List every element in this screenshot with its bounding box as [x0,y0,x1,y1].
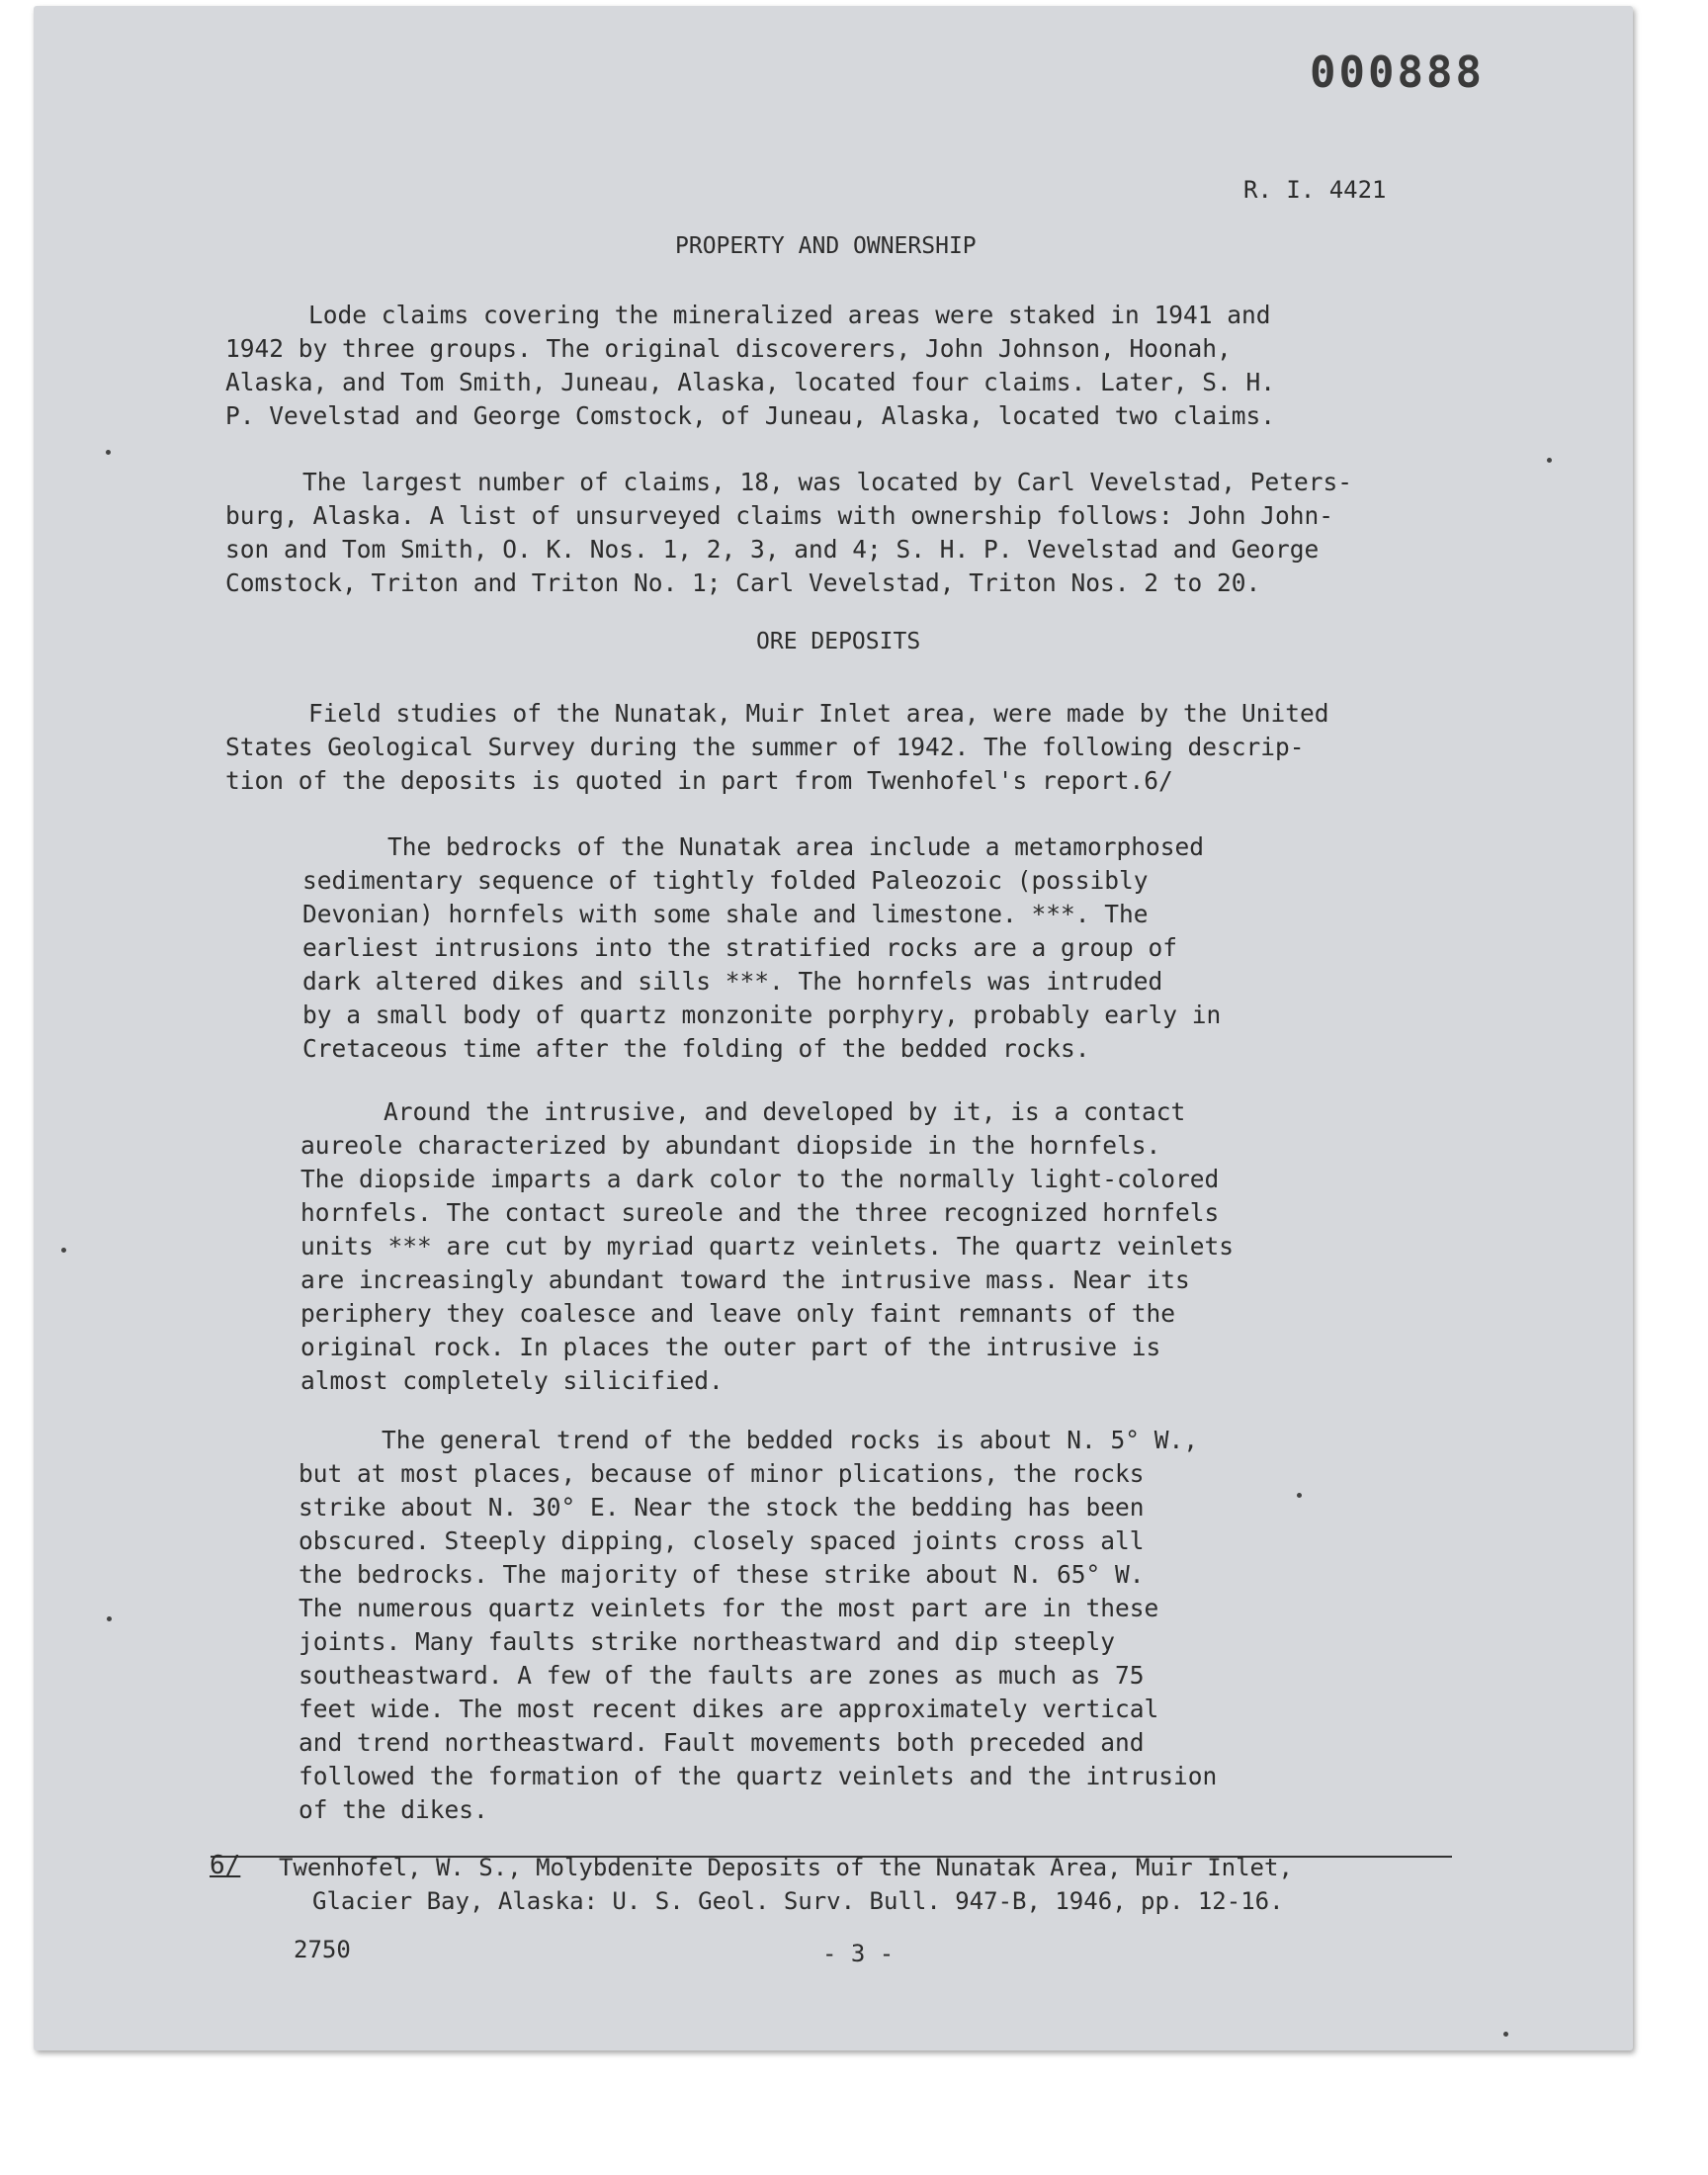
text-line: aureole characterized by abundant diopside in the hornfels. [300,1131,1161,1160]
text-line: original rock. In places the outer part of the intrusive is [300,1333,1161,1361]
paragraph-property-2 [225,466,1352,600]
paragraph-ore-1 [225,697,1329,798]
text-line: the bedrocks. The majority of these strike about N. 65° W. [299,1560,1145,1589]
text-line: Lode claims covering the mineralized areas were staked in 1941 and [308,301,1271,329]
text-line: The general trend of the bedded rocks is about N. 5° W., [382,1426,1199,1454]
text-line: units *** are cut by myriad quartz veinlets. The quartz veinlets [300,1232,1235,1261]
text-line: Cretaceous time after the folding of the bedded rocks. [302,1034,1090,1063]
text-line: Devonian) hornfels with some shale and limestone. ***. The [302,900,1149,928]
text-line: are increasingly abundant toward the intrusive mass. Near its [300,1265,1190,1294]
footnote-line: Twenhofel, W. S., Molybdenite Deposits of the Nunatak Area, Muir Inlet, [279,1854,1293,1881]
scan-speck [106,450,111,455]
text-line: dark altered dikes and sills ***. The hornfels was intruded [302,967,1163,996]
scan-speck [61,1248,66,1253]
text-line: The bedrocks of the Nunatak area include a metamorphosed [387,832,1205,861]
text-line: southeastward. A few of the faults are zones as much as 75 [299,1661,1145,1690]
text-line: almost completely silicified. [300,1366,724,1395]
text-line: followed the formation of the quartz veinlets and the intrusion [299,1762,1218,1790]
footnote-marker: 6/ [210,1851,241,1880]
text-line: Field studies of the Nunatak, Muir Inlet area, were made by the United [308,699,1329,728]
text-line: 1942 by three groups. The original discoverers, John Johnson, Hoonah, [225,334,1232,363]
scan-speck [1503,2032,1508,2037]
text-line: feet wide. The most recent dikes are approximately vertical [299,1695,1159,1723]
text-line: The largest number of claims, 18, was located by Carl Vevelstad, Peters- [302,468,1353,496]
text-line: joints. Many faults strike northeastward and dip steeply [299,1627,1116,1656]
text-line: Comstock, Triton and Triton No. 1; Carl Vevelstad, Triton Nos. 2 to 20. [225,568,1261,597]
paragraph-property-1 [225,299,1275,433]
quote-paragraph-3 [299,1424,1217,1827]
quote-paragraph-2 [300,1095,1234,1398]
text-line: burg, Alaska. A list of unsurveyed claims with ownership follows: John John- [225,501,1334,530]
document-number-stamp: 000888 [1310,47,1485,98]
scan-speck [107,1616,112,1621]
page-number: - 3 - [822,1940,895,1967]
text-line: The diopside imparts a dark color to the normally light-colored [300,1165,1220,1193]
text-line: sedimentary sequence of tightly folded Paleozoic (possibly [302,866,1149,895]
quote-paragraph-1 [302,830,1221,1066]
scan-speck [1547,458,1552,463]
footnote-line: Glacier Bay, Alaska: U. S. Geol. Surv. Bull. 947-B, 1946, pp. 12-16. [312,1887,1284,1915]
text-line: The numerous quartz veinlets for the most part are in these [299,1594,1159,1622]
text-line: P. Vevelstad and George Comstock, of Juneau, Alaska, located two claims. [225,401,1276,430]
text-line: States Geological Survey during the summer of 1942. The following descrip- [225,733,1305,761]
text-line: periphery they coalesce and leave only faint remnants of the [300,1299,1176,1328]
text-line: of the dikes. [299,1795,488,1824]
text-line: Alaska, and Tom Smith, Juneau, Alaska, located four claims. Later, S. H. [225,368,1276,396]
text-line: by a small body of quartz monzonite porphyry, probably early in [302,1000,1222,1029]
text-line: son and Tom Smith, O. K. Nos. 1, 2, 3, and 4; S. H. P. Vevelstad and George [225,535,1320,564]
text-line: and trend northeastward. Fault movements both preceded and [299,1728,1145,1757]
heading-ore-deposits: ORE DEPOSITS [756,629,921,654]
text-line: tion of the deposits is quoted in part from Twenhofel's report.6/ [225,766,1173,795]
scan-speck [1297,1493,1302,1498]
text-line: but at most places, because of minor plications, the rocks [299,1459,1145,1488]
text-line: strike about N. 30° E. Near the stock the bedding has been [299,1493,1145,1522]
page-margin-bottom [0,2074,1708,2175]
footnote-text [279,1851,1293,1918]
text-line: obscured. Steeply dipping, closely spaced joints cross all [299,1526,1145,1555]
text-line: earliest intrusions into the stratified rocks are a group of [302,933,1178,962]
report-reference: R. I. 4421 [1243,176,1387,204]
job-number: 2750 [294,1936,351,1963]
text-line: Around the intrusive, and developed by it, is a contact [384,1097,1186,1126]
heading-property-ownership: PROPERTY AND OWNERSHIP [675,233,977,259]
text-line: hornfels. The contact sureole and the three recognized hornfels [300,1198,1220,1227]
